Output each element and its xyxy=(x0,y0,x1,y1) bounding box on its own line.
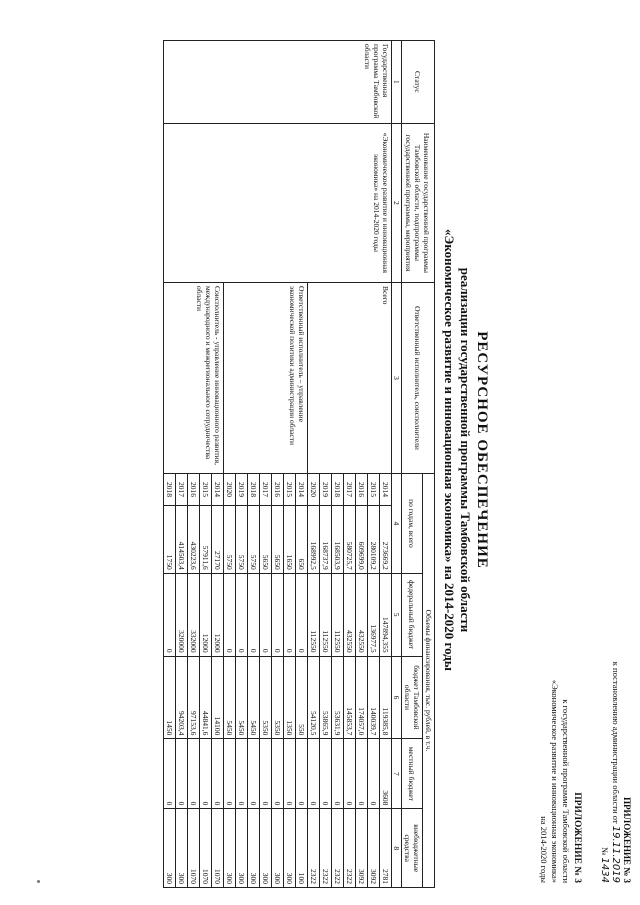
executor-cell: Ответственный исполнитель – управление экономической политики администрации области xyxy=(224,282,308,473)
cell-total: 609699,0 xyxy=(356,505,368,573)
cell-total: 280109,2 xyxy=(368,505,380,573)
cell-federal: 0 xyxy=(224,573,236,656)
cell-total: 650 xyxy=(296,505,308,573)
cell-year: 2014 xyxy=(296,474,308,506)
cell-federal: 112550 xyxy=(320,573,332,656)
title-line-1: РЕСУРСНОЕ ОБЕСПЕЧЕНИЕ xyxy=(474,331,490,569)
table-header-row xyxy=(423,41,435,888)
cell-total: 5750 xyxy=(248,505,260,573)
cell-local: 0 xyxy=(212,739,224,809)
cell-local: 0 xyxy=(260,739,272,809)
table-row xyxy=(380,41,392,888)
cell-local: 0 xyxy=(224,739,236,809)
cell-federal: 0 xyxy=(284,573,296,656)
cell-regional: 44841,6 xyxy=(200,656,212,739)
cell-local: 0 xyxy=(236,739,248,809)
funding-table xyxy=(163,40,435,888)
cell-extra: 2322 xyxy=(344,809,356,888)
cell-federal: 432550 xyxy=(356,573,368,656)
cell-federal: 12000 xyxy=(200,573,212,656)
cell-regional: 1350 xyxy=(284,656,296,739)
cell-regional: 550 xyxy=(296,656,308,739)
cell-regional: 54120,5 xyxy=(308,656,320,739)
cell-year: 2018 xyxy=(332,474,344,506)
cell-regional: 140039,7 xyxy=(368,656,380,739)
cell-regional: 145853,7 xyxy=(344,656,356,739)
decree-number-line: № 1434 xyxy=(599,847,610,883)
cell-regional: 5450 xyxy=(224,656,236,739)
cell-total: 1650 xyxy=(284,505,296,573)
cell-federal: 136977,5 xyxy=(368,573,380,656)
cell-year: 2014 xyxy=(380,474,392,506)
cell-federal: 0 xyxy=(260,573,272,656)
table-body xyxy=(164,41,392,888)
decree-date: 19.11.2019 xyxy=(610,825,621,883)
cell-year: 2020 xyxy=(308,474,320,506)
cell-extra: 1070 xyxy=(200,809,212,888)
cell-extra: 300 xyxy=(224,809,236,888)
column-number-row: 1 2 3 4 5 6 7 8 xyxy=(392,41,402,888)
executor-cell: Соисполнитель - управление инновационного развития, международного и межрегионального сотрудничества области xyxy=(164,282,224,473)
cell-local: 0 xyxy=(356,739,368,809)
cell-federal: 147894,355 xyxy=(380,573,392,656)
cell-local: 0 xyxy=(176,739,188,809)
cell-year: 2016 xyxy=(188,474,200,506)
cell-extra: 2322 xyxy=(332,809,344,888)
cell-total: 5750 xyxy=(236,505,248,573)
cell-regional: 119385,8 xyxy=(380,656,392,739)
cell-year: 2016 xyxy=(356,474,368,506)
cell-federal: 112550 xyxy=(332,573,344,656)
cell-extra: 300 xyxy=(248,809,260,888)
cell-total: 5750 xyxy=(224,505,236,573)
cell-extra: 1070 xyxy=(188,809,200,888)
cell-local: 0 xyxy=(248,739,260,809)
cell-extra: 2781 xyxy=(380,809,392,888)
cell-extra: 100 xyxy=(296,809,308,888)
col-header-name: Наименование государственной программы Тамбовской области, подпрограммы государственной программы, мероприятия xyxy=(402,123,435,282)
cell-federal: 0 xyxy=(272,573,284,656)
cell-regional: 174057,0 xyxy=(356,656,368,739)
cell-year: 2014 xyxy=(212,474,224,506)
cell-federal: 332000 xyxy=(188,573,200,656)
col-header-by-year: по годам, всего xyxy=(402,474,423,574)
cell-total: 1750 xyxy=(164,505,176,573)
cell-extra: 300 xyxy=(176,809,188,888)
cell-total: 168503,9 xyxy=(332,505,344,573)
cell-extra: 300 xyxy=(260,809,272,888)
cell-total: 27170 xyxy=(212,505,224,573)
executor-cell: Всего xyxy=(308,282,392,473)
cell-federal: 12000 xyxy=(212,573,224,656)
cell-year: 2015 xyxy=(284,474,296,506)
cell-regional: 5350 xyxy=(272,656,284,739)
cell-regional: 1450 xyxy=(164,656,176,739)
cell-federal: 320000 xyxy=(176,573,188,656)
cell-local: 0 xyxy=(296,739,308,809)
cell-local: 0 xyxy=(272,739,284,809)
cell-year: 2019 xyxy=(236,474,248,506)
cell-federal: 0 xyxy=(296,573,308,656)
cell-extra: 3092 xyxy=(368,809,380,888)
cell-regional: 97153,6 xyxy=(188,656,200,739)
cell-local: 3608 xyxy=(380,739,392,809)
cell-year: 2015 xyxy=(368,474,380,506)
cell-total: 5650 xyxy=(260,505,272,573)
cell-local: 0 xyxy=(308,739,320,809)
cell-extra: 2322 xyxy=(320,809,332,888)
cell-total: 580725,7 xyxy=(344,505,356,573)
cell-local: 0 xyxy=(368,739,380,809)
status-cell: Государственная программа Тамбовской области xyxy=(164,41,392,124)
cell-local: 0 xyxy=(344,739,356,809)
col-header-executor: Ответственный исполнитель, соисполнители xyxy=(402,282,435,473)
cell-extra: 300 xyxy=(272,809,284,888)
title-line-2: реализации государственной программы Тамбовской области xyxy=(458,267,473,633)
col-header-local: местный бюджет xyxy=(402,739,423,809)
col-header-extra: внебюджетные средства xyxy=(402,809,423,888)
cell-total: 414503,4 xyxy=(176,505,188,573)
cell-year: 2018 xyxy=(164,474,176,506)
cell-year: 2018 xyxy=(248,474,260,506)
cell-local: 0 xyxy=(164,739,176,809)
cell-regional: 14100 xyxy=(212,656,224,739)
program-header: ПРИЛОЖЕНИЕ № 3 к государственной программе Тамбовской области «Экономическое развитие и инновационная экономика» на 2014-2020 годы xyxy=(538,623,582,883)
cell-regional: 53865,9 xyxy=(320,656,332,739)
cell-federal: 0 xyxy=(248,573,260,656)
col-header-regional: бюджет Тамбовской области xyxy=(402,656,423,739)
cell-local: 0 xyxy=(284,739,296,809)
cell-year: 2016 xyxy=(272,474,284,506)
cell-extra: 300 xyxy=(236,809,248,888)
decree-number: 1434 xyxy=(599,857,610,883)
cell-year: 2017 xyxy=(260,474,272,506)
cell-federal: 0 xyxy=(164,573,176,656)
cell-local: 0 xyxy=(320,739,332,809)
decree-reference: к постановлению администрации области от 19.11.2019 xyxy=(610,661,621,883)
cell-extra: 300 xyxy=(284,809,296,888)
cell-extra: 1070 xyxy=(212,809,224,888)
cell-year: 2017 xyxy=(176,474,188,506)
col-header-status: Статус xyxy=(402,41,435,124)
program-name-cell: «Экономическое развитие и инновационная экономика» на 2014-2020 годы xyxy=(164,123,392,282)
cell-total: 168992,5 xyxy=(308,505,320,573)
cell-regional: 5450 xyxy=(236,656,248,739)
cell-regional: 53631,9 xyxy=(332,656,344,739)
cell-local: 0 xyxy=(332,739,344,809)
cell-year: 2017 xyxy=(344,474,356,506)
program-appendix-title: ПРИЛОЖЕНИЕ № 3 xyxy=(572,792,582,883)
cell-federal: 112550 xyxy=(308,573,320,656)
document-title xyxy=(441,150,490,750)
cell-total: 273669,2 xyxy=(380,505,392,573)
cell-total: 168737,9 xyxy=(320,505,332,573)
cell-total: 5650 xyxy=(272,505,284,573)
cell-local: 0 xyxy=(188,739,200,809)
cell-federal: 432550 xyxy=(344,573,356,656)
cell-total: 57911,6 xyxy=(200,505,212,573)
title-line-3: «Экономическое развитие и инновационная экономика» на 2014-2020 годы xyxy=(442,229,457,671)
cell-year: 2019 xyxy=(320,474,332,506)
decree-appendix-title: ПРИЛОЖЕНИЕ № 3 xyxy=(622,797,632,883)
col-header-federal: федеральный бюджет xyxy=(402,573,423,656)
decree-header xyxy=(599,623,632,883)
cell-year: 2015 xyxy=(200,474,212,506)
col-header-funding: Объемы финансирования, тыс. рублей, в т.ч. xyxy=(423,474,435,888)
scan-speck xyxy=(37,880,40,883)
cell-extra: 300 xyxy=(164,809,176,888)
cell-federal: 0 xyxy=(236,573,248,656)
cell-regional: 5350 xyxy=(260,656,272,739)
cell-year: 2020 xyxy=(224,474,236,506)
cell-regional: 94203,4 xyxy=(176,656,188,739)
cell-total: 430223,6 xyxy=(188,505,200,573)
cell-local: 0 xyxy=(200,739,212,809)
cell-extra: 3092 xyxy=(356,809,368,888)
cell-extra: 2322 xyxy=(308,809,320,888)
cell-regional: 5450 xyxy=(248,656,260,739)
